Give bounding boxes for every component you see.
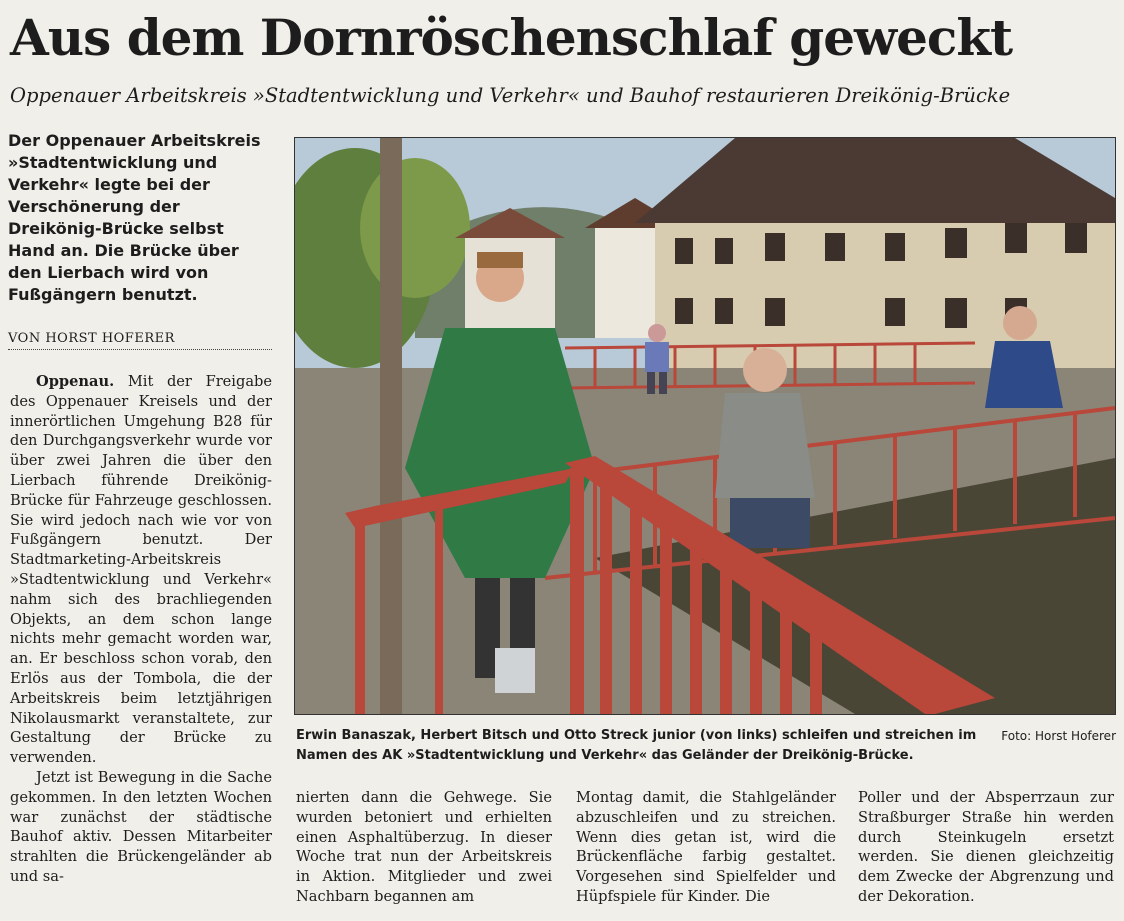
photo-illustration [295, 138, 1115, 714]
headline: Aus dem Dornröschenschlaf geweckt [10, 8, 1013, 67]
article-column-2: nierten dann die Gehwege. Sie wurden betoniert und erhielten einen Asphaltüberzug. In dieser Woche trat nun der Arbeitskreis in Aktion. Mitglieder und zwei Nachbarn begannen am [296, 789, 552, 905]
photo-paint-bucket [495, 648, 535, 693]
byline: VON HORST HOFERER [8, 331, 272, 350]
photo-tree-2 [360, 158, 470, 298]
photo-caption [296, 726, 1116, 766]
photo-lamp-post [380, 138, 402, 714]
body-paragraph-2: Jetzt ist Bewegung in die Sache gekommen. In den letzten Wochen war zunächst der städtische Bauhof aktiv. Dessen Mitarbeiter strahlten die Brückengeländer ab und sa- [10, 768, 272, 885]
photo-credit: Foto: Horst Hoferer [1001, 729, 1116, 743]
photo-caption-text: Erwin Banaszak, Herbert Bitsch und Otto Streck junior (von links) schleifen und streichen im Namen des AK »Stadtentwicklung und Verkehr« das Geländer der Dreikönig-Brücke. [296, 728, 977, 763]
subheadline: Oppenauer Arbeitskreis »Stadtentwicklung und Verkehr« und Bauhof restaurieren Dreikönig-Brücke [10, 84, 1011, 107]
body-paragraph-1 [10, 372, 272, 768]
body-text-1: Mit der Freigabe des Oppenauer Kreisels und der innerörtlichen Umgehung B28 für den Durchgangsverkehr wurde vor über zwei Jahren die über den Lierbach führende Dreikönig-Brücke für Fahrzeuge geschlossen. Sie wird jedoch nach wie vor von Fußgängern benutzt. Der Stadtmarketing-Arbeitskreis »Stadtentwicklung und Verkehr« nahm sich des brachliegenden Objekts, an dem schon lange nichts mehr gemacht worden war, an. Er beschloss schon vorab, den Erlös aus der Tombola, die der Arbeitskreis beim letztjährigen Nikolausmarkt veranstaltete, zur Gestaltung der Brücke zu verwenden. [10, 373, 272, 767]
article-column-1 [10, 372, 272, 887]
article-column-4: Poller und der Absperrzaun zur Straßburger Straße hin werden durch Steinkugeln ersetzt werden. Sie dienen gleichzeitig dem Zwecke der Abgrenzung und der Dekoration. [858, 789, 1114, 905]
article-column-3: Montag damit, die Stahlgeländer abzuschleifen und zu streichen. Wenn dies getan ist, wird die Brückenfläche farbig gestaltet. Vorgesehen sind Spielfelder und Hüpfspiele für Kinder. Die [576, 789, 836, 905]
dateline: Oppenau. [36, 373, 115, 390]
lead-paragraph: Der Oppenauer Arbeitskreis »Stadtentwicklung und Verkehr« legte bei der Verschönerung der Dreikönig-Brücke selbst Hand an. Die Brücke über den Lierbach wird von Fußgängern benutzt. [8, 131, 261, 304]
article-photo [294, 137, 1116, 715]
